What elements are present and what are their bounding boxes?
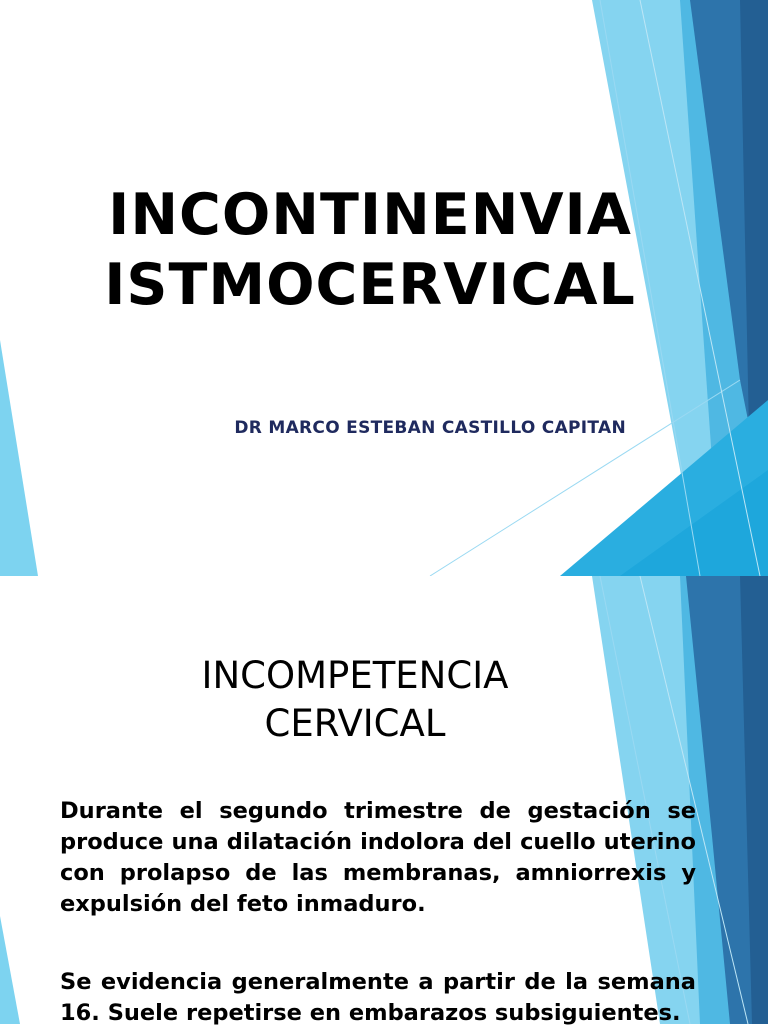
author-subtitle: DR MARCO ESTEBAN CASTILLO CAPITAN	[234, 418, 626, 438]
left-accent-shape	[0, 916, 20, 1024]
title-line: ISTMOCERVICAL	[104, 252, 636, 318]
slide-2-title	[140, 652, 570, 748]
body-paragraph: Se evidencia generalmente a partir de la semana 16. Suele repetirse en embarazos subsiguientes.	[60, 969, 696, 1026]
slide-1-title	[90, 180, 650, 320]
body-paragraph: Durante el segundo trimestre de gestación se produce una dilatación indolora del cuello uterino con prolapso de las membranas, amniorrexis y expulsión del feto inmaduro.	[60, 798, 696, 917]
left-accent-shape	[0, 340, 38, 576]
slide-2-body	[60, 796, 696, 1029]
title-line: INCOMPETENCIA	[201, 654, 509, 697]
title-line: INCONTINENVIA	[108, 182, 632, 248]
title-line: CERVICAL	[264, 702, 446, 745]
